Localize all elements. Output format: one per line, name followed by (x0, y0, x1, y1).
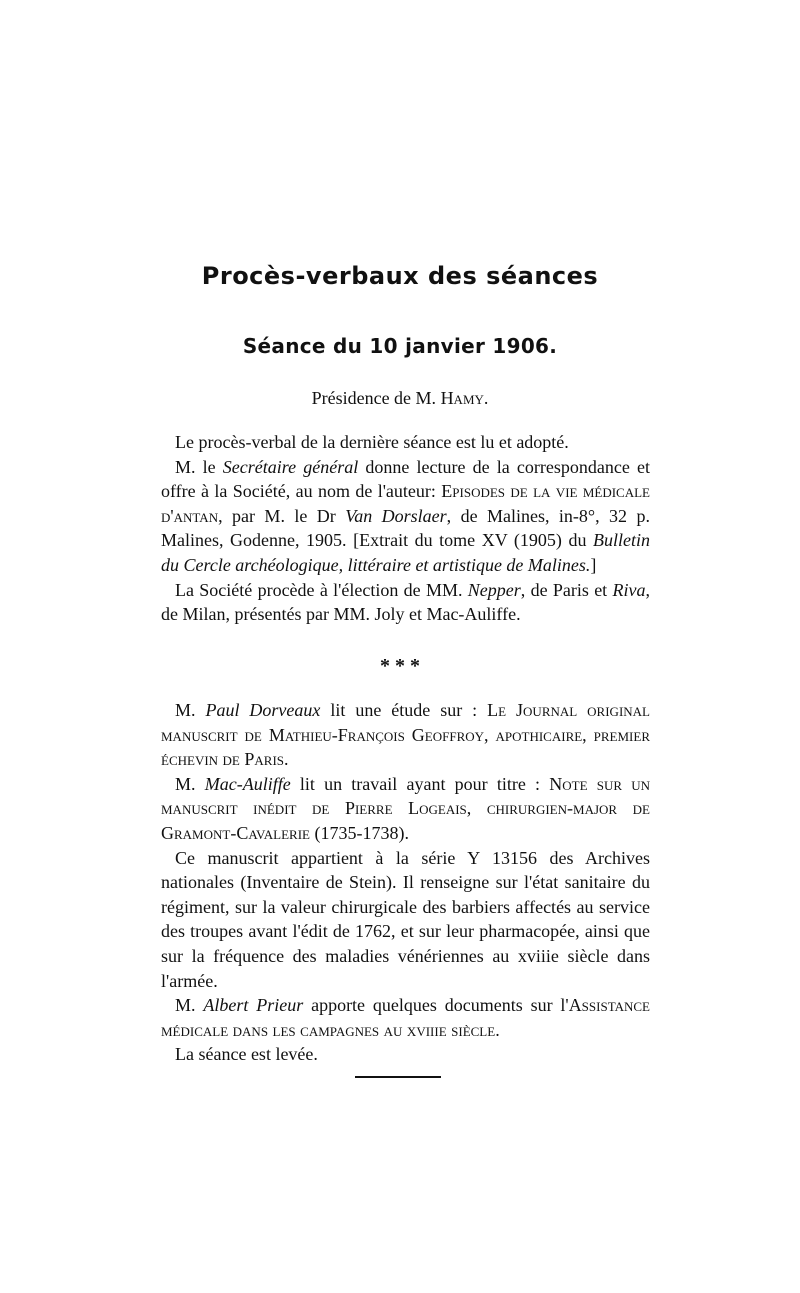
p2-text-a: M. le (175, 456, 223, 477)
p2-text-b: donne lecture de la correspondance et offre à la Société, au nom de l'auteur: (161, 456, 650, 502)
p7-text-b: apporte quelques documents sur l' (303, 995, 569, 1016)
end-rule (355, 1076, 441, 1078)
minutes-block-2 (161, 698, 650, 1067)
paragraph-prieur (161, 993, 650, 1042)
p3-name-2: Riva (612, 579, 646, 600)
p2-book-title: Episodes de la vie médicale d'antan (161, 481, 650, 526)
paragraph-mac-auliffe (161, 772, 650, 846)
paragraph-closing: La séance est levée. (175, 1044, 318, 1065)
p4-name: Paul Dorveaux (205, 700, 321, 720)
p5-text-a: M. (175, 773, 205, 794)
p2-journal: Bulletin du Cercle archéologique, littéraire et artistique de Malines. (161, 530, 650, 575)
presidence-line (0, 388, 800, 409)
p7-subject: Assistance médicale dans les campagnes au xviiie siècle. (161, 995, 650, 1040)
session-heading: Séance du 10 janvier 1906. (242, 334, 558, 358)
p5-name: Mac-Auliffe (204, 773, 291, 794)
p2-text-d: , de Malines, in-8°, 32 p. Malines, Godenne, 1905. [Extrait du tome XV (1905) du (161, 505, 650, 551)
p2-author: Van Dorslaer (345, 505, 447, 526)
paragraph-dorveaux (161, 698, 650, 772)
p2-text-e: ] (590, 554, 597, 575)
asterism-separator: * * * (380, 655, 420, 677)
p2-role: Secrétaire général (222, 456, 359, 477)
paragraph-minutes-adopted: Le procès-verbal de la dernière séance est lu et adopté. (175, 432, 569, 452)
presidence-prefix: Présidence de M. (311, 388, 441, 408)
p4-text-a: M. (175, 700, 206, 720)
p3-text-b: , de Paris et (520, 579, 613, 600)
p7-text-a: M. (175, 995, 204, 1016)
paragraph-election (161, 578, 650, 627)
p5-text-b: lit un travail ayant pour titre : (290, 773, 550, 794)
paragraph-manuscript: Ce manuscrit appartient à la série Y 13156 des Archives nationales (Inventaire de Stein). Il renseigne sur l'état sanitaire du régiment, sur la valeur chirurgicale des barbiers affectés au service des troupes avant l'édit de 1762, et sur leur pharmacopée, ainsi que sur la fréquence des maladies vénériennes au xviiie siècle dans l'armée. (161, 847, 650, 991)
p2-text-c: , par M. le Dr (218, 505, 346, 526)
minutes-block-1 (161, 430, 650, 627)
p4-subject: Le Journal original manuscrit de Mathieu-François Geoffroy, apothicaire, premier échevin de Paris. (161, 700, 650, 770)
p3-text-c: , de Milan, présentés par MM. Joly et Mac-Auliffe. (161, 579, 650, 625)
president-name: Hamy. (440, 388, 489, 408)
paragraph-correspondence (161, 455, 650, 578)
p5-subject: Note sur un manuscrit inédit de Pierre Logeais, chirurgien-major de Gramont-Cavalerie (161, 773, 650, 843)
p3-name-1: Nepper (467, 579, 521, 600)
p4-text-b: lit une étude sur : (320, 700, 488, 720)
p5-text-c: (1735-1738). (309, 822, 409, 843)
p3-text-a: La Société procède à l'élection de MM. (175, 579, 468, 600)
p7-name: Albert Prieur (203, 995, 304, 1016)
page-title: Procès-verbaux des séances (201, 262, 599, 290)
